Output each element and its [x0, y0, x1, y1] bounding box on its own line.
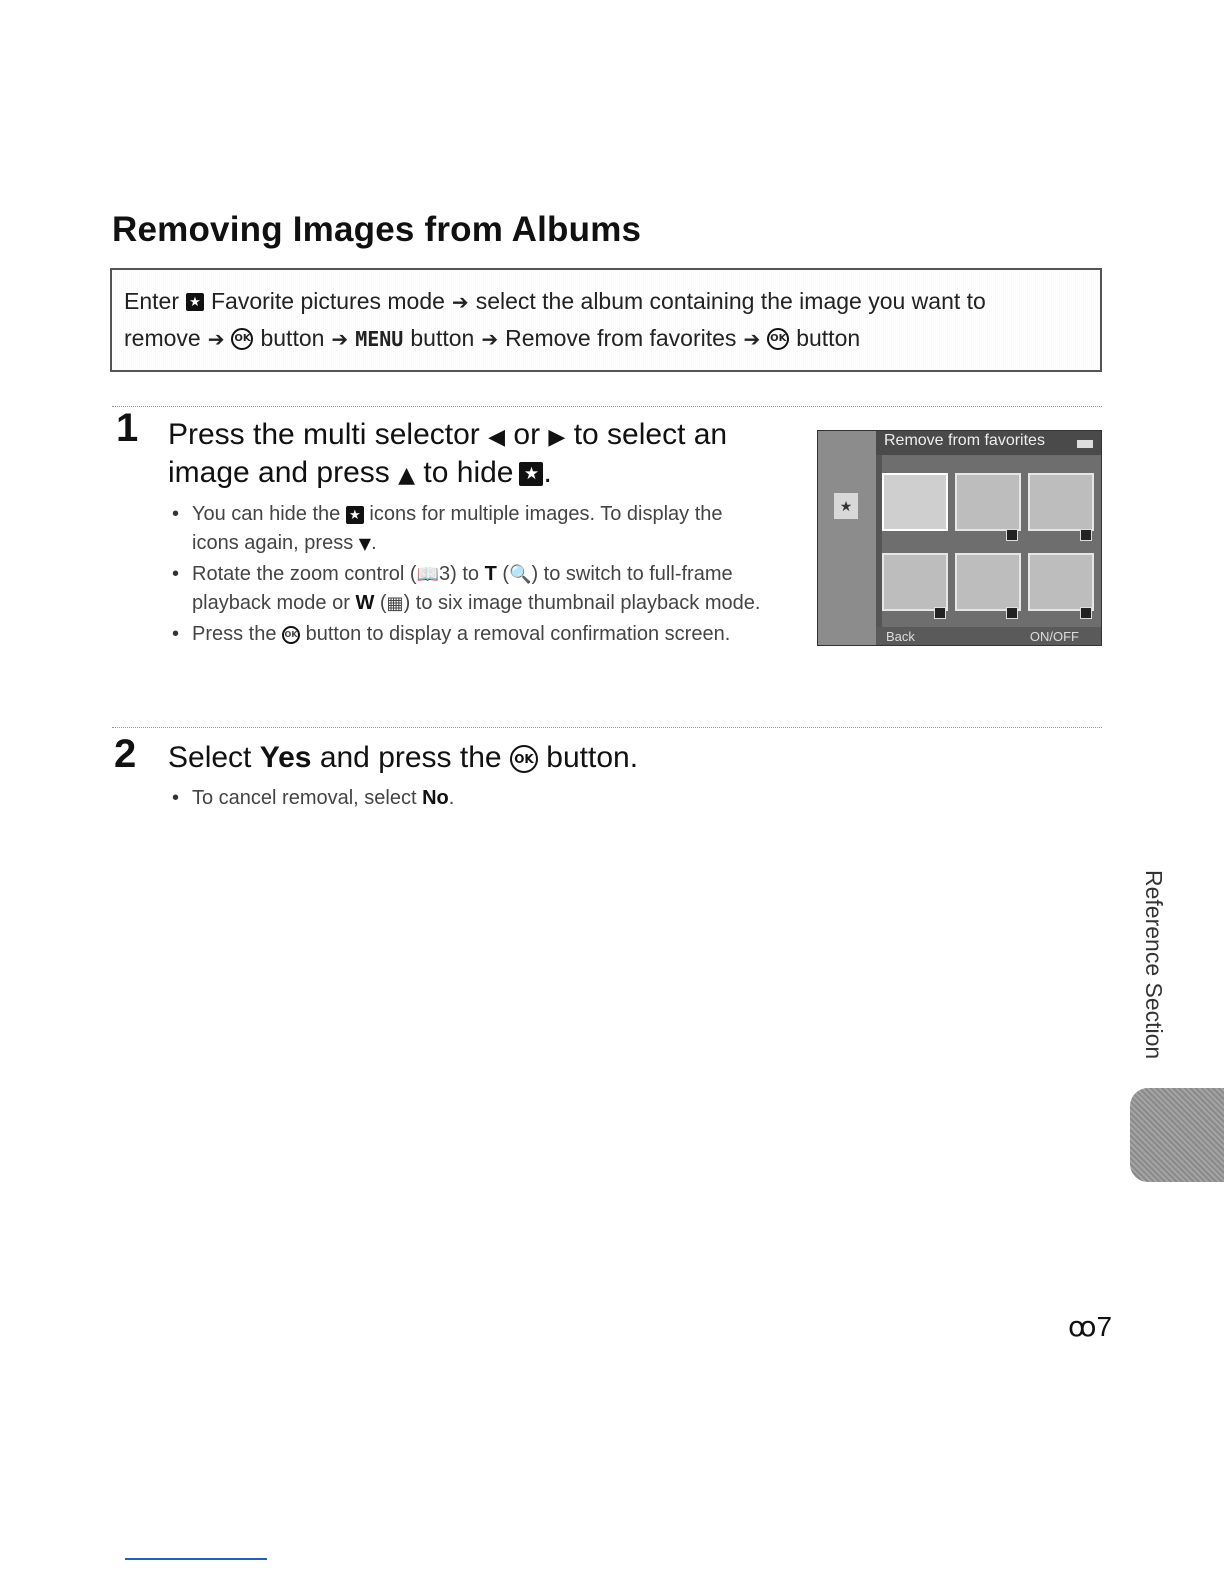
bullet-item: [172, 784, 772, 813]
arrow-icon: ➔: [207, 326, 225, 351]
procedure-mode: Favorite pictures mode: [210, 288, 445, 314]
bullet-text: .: [448, 787, 455, 809]
procedure-button-1: button: [260, 325, 325, 351]
page-number: ꝏ7: [1068, 1311, 1113, 1342]
step-1-period: .: [543, 456, 552, 489]
ok-button-icon: OK: [767, 328, 789, 350]
album-panel: [818, 431, 876, 646]
step-2-text: button.: [546, 741, 639, 774]
ok-button-icon: OK: [282, 626, 300, 644]
album-star-icon: ★: [834, 493, 858, 519]
favorite-icon: ★: [346, 506, 364, 524]
favorite-icon: [934, 607, 946, 619]
favorite-icon: [1006, 529, 1018, 541]
bullet-text: Press the: [192, 623, 277, 645]
step-1-number: 1: [116, 406, 139, 450]
section-tab-label: [1140, 870, 1180, 1090]
procedure-line-1: [124, 288, 986, 315]
step-1-title-line-1: [168, 416, 727, 457]
favorite-icon: [1080, 607, 1092, 619]
wide-label: W: [355, 592, 375, 614]
procedure-box: [110, 268, 1102, 372]
battery-icon: [1077, 440, 1093, 448]
step-2-title: [168, 739, 638, 777]
section-tab-marker: [1130, 1088, 1224, 1182]
bullet-item: [172, 500, 772, 558]
procedure-remove-favorites: Remove from favorites: [505, 325, 737, 351]
bullet-text: to switch to full-frame playback mode or: [192, 563, 733, 614]
back-label: Back: [886, 629, 915, 644]
thumbnail: [1028, 473, 1094, 531]
thumbnail-icon: ▦: [386, 593, 404, 614]
favorite-icon: [1080, 529, 1092, 541]
left-triangle-icon: ◀: [488, 425, 506, 450]
bullet-text: button to display a removal confirmation screen.: [305, 623, 731, 645]
no-label: No: [422, 787, 449, 809]
step-2-number: 2: [114, 732, 137, 776]
panel-divider: [876, 431, 882, 646]
bullet-item: • Rotate the zoom control (📖3) to T (🔍) to switch to full-frame playback mode or W (▦) to six image thumbnail playback mode.: [172, 560, 772, 618]
step-2-text: and press the: [319, 741, 502, 774]
arrow-icon: ➔: [743, 326, 761, 351]
on-off-label: ON/OFF: [1029, 629, 1079, 644]
menu-button-icon: MENU: [355, 326, 404, 351]
screen-header: [876, 431, 1102, 455]
bullet-text: icons for multiple images. To display the icons again, press: [192, 503, 723, 554]
thumbnail: [882, 553, 948, 611]
thumbnail: [882, 473, 948, 531]
procedure-line-2: [124, 325, 860, 352]
arrow-icon: ➔: [481, 326, 499, 351]
thumbnail: [955, 553, 1021, 611]
step-1-text: image and press: [168, 456, 390, 489]
bullet-text: to six image thumbnail playback mode.: [415, 592, 761, 614]
step-1-text: Press the multi selector: [168, 418, 480, 451]
bullet-text: .: [371, 532, 377, 554]
thumbnail: [955, 473, 1021, 531]
screen-header-title: Remove from favorites: [884, 432, 1045, 449]
yes-label: Yes: [259, 741, 312, 774]
tele-label: T: [484, 563, 497, 585]
book-icon: 📖: [416, 564, 439, 585]
step-2-bullets: [172, 784, 772, 815]
step-1-title-line-2: [168, 454, 552, 495]
favorite-icon: [1006, 607, 1018, 619]
arrow-icon: ➔: [451, 289, 469, 314]
procedure-select-album: select the album containing the image you want to: [475, 288, 986, 314]
procedure-button-3: button: [796, 325, 861, 351]
bullet-text: You can hide the: [192, 503, 341, 525]
divider: [112, 727, 1102, 728]
footer-link-underline: [125, 1558, 267, 1560]
step-1-or: or: [513, 418, 541, 451]
procedure-enter: Enter: [124, 288, 179, 314]
down-triangle-icon: ▼: [358, 534, 372, 553]
section-tab-text: Reference Section: [1141, 870, 1167, 1060]
step-1-text: to select an: [573, 418, 728, 451]
zoom-icon: 🔍: [509, 564, 532, 585]
favorite-icon: ★: [519, 462, 543, 486]
up-triangle-icon: ▲: [398, 463, 416, 488]
bullet-text: Rotate the zoom control (: [192, 563, 417, 585]
procedure-remove: remove: [124, 325, 201, 351]
bullet-item: [172, 620, 772, 649]
divider: [112, 406, 1102, 407]
procedure-button-2: button: [410, 325, 475, 351]
arrow-icon: ➔: [331, 326, 349, 351]
step-1-text: to hide: [423, 456, 514, 489]
step-1-bullets: [172, 500, 772, 651]
bullet-text: 3) to: [438, 563, 480, 585]
favorite-icon: ★: [186, 293, 204, 311]
screen-footer: [876, 627, 1102, 646]
camera-screen-illustration: [817, 430, 1102, 646]
page-title: Removing Images from Albums: [112, 210, 642, 249]
thumbnail: [1028, 553, 1094, 611]
right-triangle-icon: ▶: [548, 425, 566, 450]
ok-button-icon: OK: [510, 745, 538, 773]
bullet-text: To cancel removal, select: [192, 787, 417, 809]
ok-button-icon: OK: [231, 328, 253, 350]
step-2-text: Select: [168, 741, 252, 774]
